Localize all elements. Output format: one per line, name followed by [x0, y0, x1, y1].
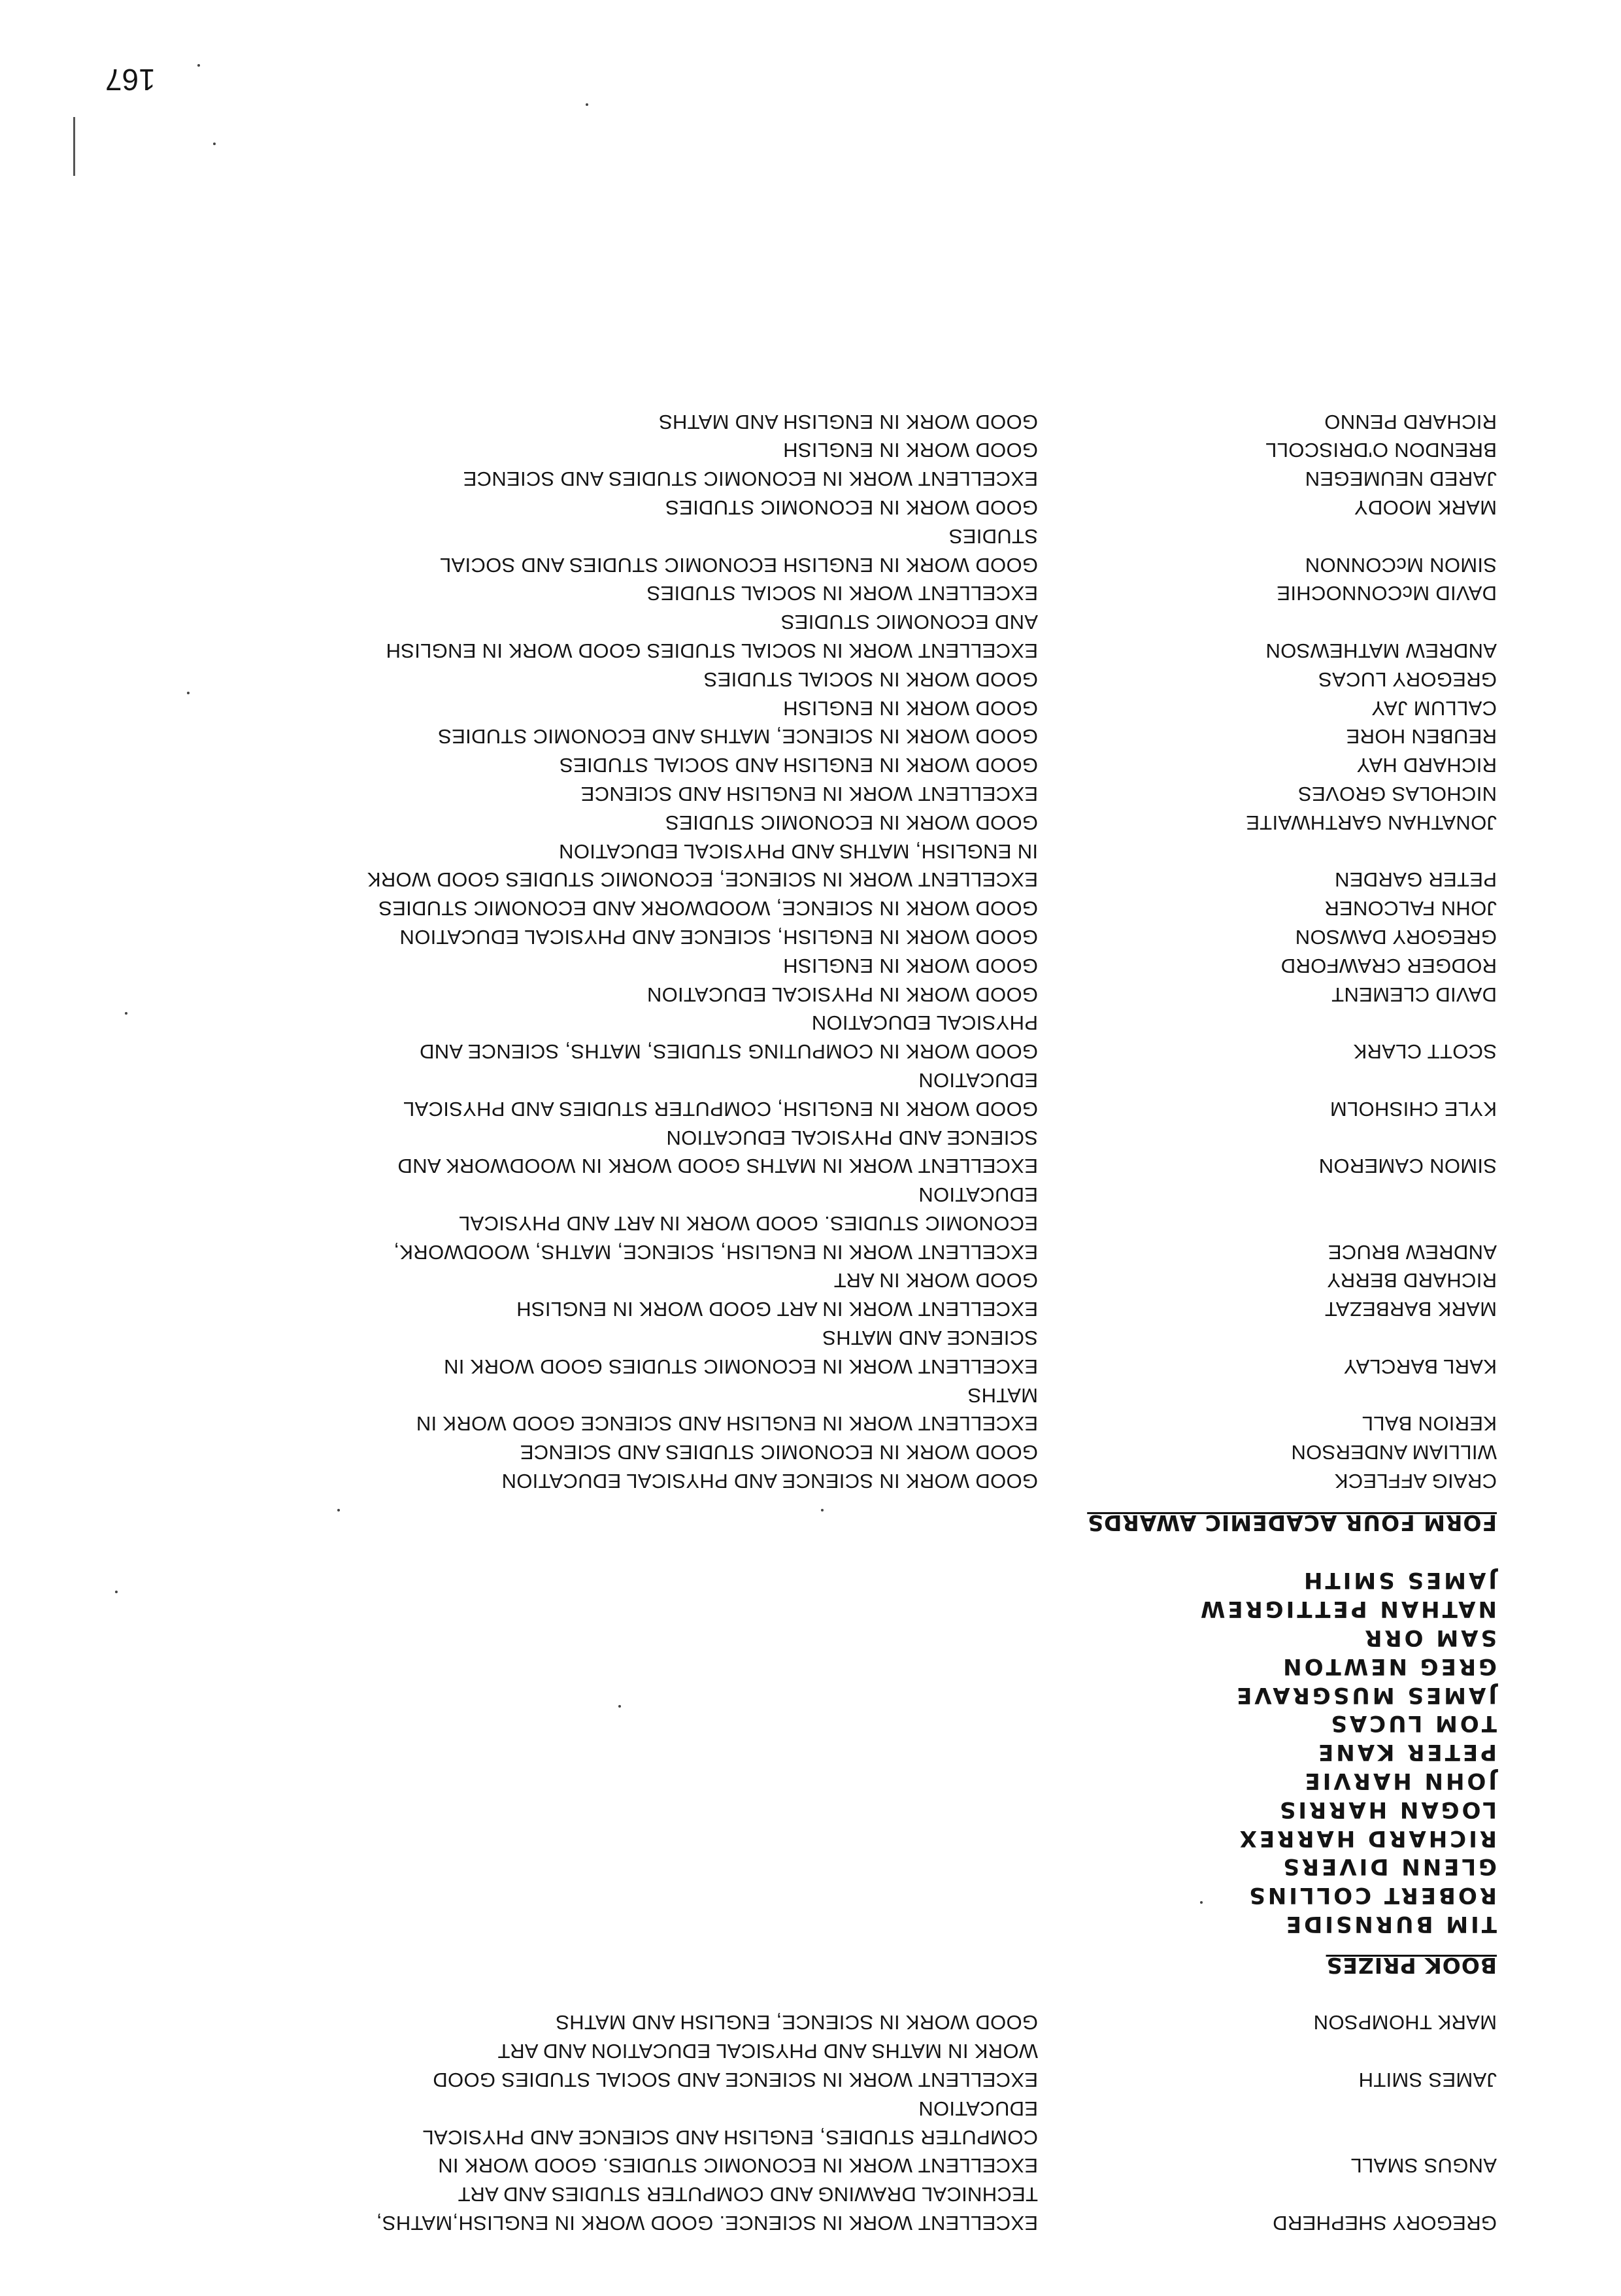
award-description — [150, 837, 1038, 894]
student-name: DAVID CLEMENT — [1331, 983, 1497, 1006]
award-description — [150, 1466, 1038, 1495]
award-description-line: WORK IN MATHS AND PHYSICAL EDUCATION AND ART — [497, 2040, 1038, 2063]
award-entry — [150, 779, 1497, 808]
award-description-line: GOOD WORK IN PHYSICAL EDUCATION — [646, 983, 1038, 1006]
scan-speck — [618, 1705, 621, 1708]
award-entry — [150, 2008, 1497, 2037]
student-name: BRENDON O'DRISCOLL — [1265, 439, 1497, 462]
award-description — [150, 2008, 1038, 2037]
award-description — [150, 951, 1038, 980]
award-entry — [150, 694, 1497, 722]
book-prize-name: GREG NEWTON — [1280, 1653, 1497, 1680]
award-description — [150, 1123, 1038, 1181]
student-name: JOHN FALCONER — [1324, 897, 1497, 920]
award-entry — [150, 1266, 1497, 1295]
award-description-line: GOOD WORK IN SCIENCE, WOODWORK AND ECONOMIC STUDIES — [378, 897, 1038, 920]
award-description — [150, 464, 1038, 493]
award-description-line: EDUCATION — [918, 1068, 1038, 1092]
student-name: KERION BALL — [1362, 1412, 1497, 1436]
award-description-line: GOOD WORK IN ENGLISH AND MATHS — [658, 410, 1038, 433]
award-description-line: ECONOMIC STUDIES. GOOD WORK IN ART AND PHYSICAL — [458, 1211, 1038, 1235]
student-name: SIMON CAMERON — [1318, 1155, 1497, 1178]
student-name: DAVID McCONNOCHIE — [1277, 582, 1497, 605]
award-description-line: SCIENCE AND MATHS — [822, 1326, 1038, 1350]
award-description — [150, 1009, 1038, 1066]
award-description-line: GOOD WORK IN SCIENCE, MATHS AND ECONOMIC STUDIES — [437, 725, 1038, 749]
book-prize-name: LOGAN HARRIS — [1277, 1796, 1497, 1823]
scan-speck — [125, 1012, 127, 1015]
award-description — [150, 2180, 1038, 2237]
award-description-line: GOOD WORK IN SOCIAL STUDIES — [703, 667, 1038, 691]
award-description — [150, 2094, 1038, 2180]
award-description-line: COMPUTER STUDIES, ENGLISH AND SCIENCE AND PHYSICAL — [422, 2125, 1038, 2149]
student-name: RICHARD HAY — [1356, 754, 1497, 777]
student-name: ANDREW BRUCE — [1328, 1240, 1497, 1264]
student-name: KARL BARCLAY — [1343, 1355, 1497, 1378]
student-name: ANDREW MATHEWSON — [1265, 639, 1497, 662]
award-description-line: EXCELLENT WORK IN ECONOMIC STUDIES GOOD WORK IN — [443, 1355, 1038, 1378]
book-prize-name: JOHN HARVIE — [1302, 1768, 1497, 1795]
book-prize-name: TIM BURNSIDE — [1283, 1911, 1497, 1938]
award-description — [150, 1295, 1038, 1324]
document-body — [150, 407, 1497, 2237]
award-entry — [150, 751, 1497, 779]
award-description-line: PHYSICAL EDUCATION — [811, 1011, 1038, 1035]
book-prize-name: ROBERT COLLINS — [1246, 1882, 1497, 1909]
award-description-line: EXCELLENT WORK IN ENGLISH, SCIENCE, MATHS, WOODWORK, — [393, 1240, 1038, 1264]
book-prize-name: PETER KANE — [1316, 1739, 1497, 1766]
award-description-line: EXCELLENT WORK IN SOCIAL STUDIES — [646, 582, 1038, 605]
award-description-line: SCIENCE AND PHYSICAL EDUCATION — [666, 1126, 1038, 1149]
award-description-line: EXCELLENT WORK IN ECONOMIC STUDIES. GOOD WORK IN — [437, 2154, 1038, 2178]
award-description-line: GOOD WORK IN ECONOMIC STUDIES — [665, 496, 1038, 519]
book-prize-name: RICHARD HARREX — [1237, 1825, 1497, 1851]
award-description-line: GOOD WORK IN ENGLISH, COMPUTER STUDIES AND PHYSICAL — [403, 1097, 1038, 1121]
book-prize-name: NATHAN PETTIGREW — [1197, 1596, 1497, 1623]
book-prize-name: JAMES SMITH — [1301, 1567, 1497, 1594]
scan-speck — [821, 1509, 824, 1511]
scan-speck — [1200, 1901, 1203, 1904]
form-four-awards-list — [150, 407, 1497, 1495]
award-entry — [150, 2180, 1497, 2237]
student-name: MARK THOMPSON — [1313, 2011, 1497, 2034]
book-prize-name: SAM ORR — [1362, 1625, 1497, 1651]
scan-speck — [115, 1591, 118, 1593]
award-entry — [150, 2036, 1497, 2094]
award-description — [150, 407, 1038, 436]
student-name: CRAIG AFFLECK — [1334, 1470, 1497, 1493]
award-description-line: GOOD WORK IN ENGLISH ECONOMIC STUDIES AND SOCIAL — [439, 553, 1038, 577]
book-prize-name: GLENN DIVERS — [1280, 1853, 1497, 1880]
award-entry — [150, 1009, 1497, 1066]
award-description-line: GOOD WORK IN ECONOMIC STUDIES — [665, 811, 1038, 834]
student-name: JONATHAN GARTHWAITE — [1245, 811, 1497, 834]
award-description-line: GOOD WORK IN COMPUTING STUDIES, MATHS, SCIENCE AND — [419, 1040, 1038, 1064]
award-description-line: GOOD WORK IN ECONOMIC STUDIES AND SCIENCE — [520, 1441, 1038, 1464]
award-description — [150, 1438, 1038, 1466]
award-entry — [150, 2094, 1497, 2180]
award-entry — [150, 522, 1497, 579]
award-description-line: TECHNICAL DRAWING AND COMPUTER STUDIES AND ART — [458, 2183, 1038, 2206]
award-entry — [150, 407, 1497, 436]
book-prizes-heading: BOOK PRIZES — [1326, 1952, 1497, 1978]
award-description-line: EDUCATION — [918, 2097, 1038, 2120]
student-name: RICHARD BERRY — [1327, 1269, 1497, 1292]
award-entry — [150, 579, 1497, 608]
award-description-line: GOOD WORK IN SCIENCE AND PHYSICAL EDUCATION — [501, 1470, 1038, 1493]
award-description-line: GOOD WORK IN ENGLISH — [782, 696, 1038, 720]
award-entry — [150, 837, 1497, 894]
award-description — [150, 980, 1038, 1009]
award-description-line: EDUCATION — [918, 1183, 1038, 1207]
award-description — [150, 894, 1038, 922]
book-prize-name: TOM LUCAS — [1328, 1710, 1497, 1737]
award-description-line: IN ENGLISH, MATHS AND PHYSICAL EDUCATION — [558, 839, 1038, 863]
continued-awards-list — [150, 2008, 1497, 2237]
scan-speck — [187, 692, 190, 694]
award-entry — [150, 894, 1497, 922]
scan-speck — [213, 143, 216, 145]
award-entry — [150, 1180, 1497, 1266]
student-name: PETER GARDEN — [1334, 868, 1497, 892]
award-description — [150, 2036, 1038, 2094]
award-description-line: GOOD WORK IN ENGLISH — [782, 954, 1038, 977]
award-entry — [150, 665, 1497, 694]
award-entry — [150, 922, 1497, 951]
award-description-line: EXCELLENT WORK IN SCIENCE AND SOCIAL STUDIES GOOD — [433, 2068, 1038, 2092]
award-description — [150, 1266, 1038, 1295]
award-entry — [150, 1323, 1497, 1381]
award-description-line: GOOD WORK IN SCIENCE, ENGLISH AND MATHS — [556, 2011, 1038, 2034]
award-description — [150, 607, 1038, 665]
student-name: MARK BARBEZAT — [1324, 1298, 1497, 1321]
award-description — [150, 808, 1038, 837]
award-entry — [150, 722, 1497, 751]
student-name: MARK MOODY — [1354, 496, 1497, 519]
student-name: RODGER CRAWFORD — [1280, 954, 1497, 977]
book-prizes-list — [150, 1566, 1497, 1938]
student-name: RICHARD PENNO — [1324, 410, 1497, 433]
award-entry — [150, 1438, 1497, 1466]
award-entry — [150, 951, 1497, 980]
award-description — [150, 779, 1038, 808]
award-description-line: AND ECONOMIC STUDIES — [780, 611, 1038, 634]
award-entry — [150, 493, 1497, 522]
award-description — [150, 751, 1038, 779]
award-entry — [150, 464, 1497, 493]
student-name: GREGORY DAWSON — [1295, 925, 1497, 949]
scan-speck — [586, 103, 588, 106]
award-description-line: GOOD WORK IN ENGLISH — [782, 439, 1038, 462]
book-prize-name: JAMES MUSGRAVE — [1234, 1681, 1497, 1708]
award-description-line: EXCELLENT WORK IN SCIENCE. GOOD WORK IN ENGLISH,MATHS, — [376, 2212, 1038, 2235]
award-entry — [150, 1466, 1497, 1495]
award-description — [150, 665, 1038, 694]
award-description-line: EXCELLENT WORK IN ECONOMIC STUDIES AND SCIENCE — [463, 467, 1038, 491]
award-description-line: STUDIES — [948, 524, 1038, 548]
award-description — [150, 694, 1038, 722]
award-description — [150, 722, 1038, 751]
scan-edge-mark — [73, 117, 75, 176]
award-description — [150, 1381, 1038, 1438]
award-description-line: EXCELLENT WORK IN ENGLISH AND SCIENCE GOOD WORK IN — [416, 1412, 1038, 1436]
student-name: SIMON McCONNON — [1305, 553, 1497, 577]
student-name: JARED NEUMEGEN — [1305, 467, 1497, 491]
student-name: KYLE CHISHOLM — [1329, 1097, 1497, 1121]
scan-speck — [197, 64, 200, 67]
student-name: SCOTT CLARK — [1353, 1040, 1497, 1064]
award-description-line: EXCELLENT WORK IN SOCIAL STUDIES GOOD WORK IN ENGLISH — [386, 639, 1038, 662]
award-entry — [150, 436, 1497, 465]
award-description — [150, 922, 1038, 951]
award-entry — [150, 980, 1497, 1009]
award-description — [150, 522, 1038, 579]
form-four-awards-heading: FORM FOUR ACADEMIC AWARDS — [1087, 1510, 1497, 1536]
award-description-line: GOOD WORK IN ENGLISH AND SOCIAL STUDIES — [559, 754, 1038, 777]
student-name: NICHOLAS GROVES — [1297, 782, 1497, 805]
student-name: JAMES SMITH — [1358, 2068, 1497, 2092]
award-description-line: GOOD WORK IN ART — [833, 1269, 1038, 1292]
student-name: GREGORY SHEPHERD — [1272, 2212, 1497, 2235]
page-number: 167 — [105, 63, 156, 97]
award-description-line: EXCELLENT WORK IN SCIENCE, ECONOMIC STUDIES GOOD WORK — [367, 868, 1038, 892]
award-entry — [150, 607, 1497, 665]
award-description-line: MATHS — [967, 1383, 1038, 1407]
award-description-line: EXCELLENT WORK IN MATHS GOOD WORK IN WOODWORK AND — [397, 1155, 1038, 1178]
award-description — [150, 493, 1038, 522]
award-description-line: EXCELLENT WORK IN ART GOOD WORK IN ENGLISH — [516, 1298, 1038, 1321]
award-entry — [150, 808, 1497, 837]
award-entry — [150, 1381, 1497, 1438]
award-description — [150, 579, 1038, 608]
scan-speck — [337, 1509, 340, 1511]
award-description — [150, 1323, 1038, 1381]
award-entry — [150, 1123, 1497, 1181]
award-description — [150, 436, 1038, 465]
student-name: ANGUS SMALL — [1350, 2154, 1497, 2178]
award-description — [150, 1180, 1038, 1266]
award-entry — [150, 1066, 1497, 1123]
award-description-line: EXCELLENT WORK IN ENGLISH AND SCIENCE — [580, 782, 1038, 805]
award-description-line: GOOD WORK IN ENGLISH, SCIENCE AND PHYSICAL EDUCATION — [399, 925, 1038, 949]
student-name: GREGORY LUCAS — [1318, 667, 1497, 691]
award-description — [150, 1066, 1038, 1123]
student-name: CALLUM JAY — [1371, 696, 1497, 720]
student-name: REUBEN HORE — [1346, 725, 1497, 749]
award-entry — [150, 1295, 1497, 1324]
student-name: WILLIAM ANDERSON — [1291, 1441, 1497, 1464]
